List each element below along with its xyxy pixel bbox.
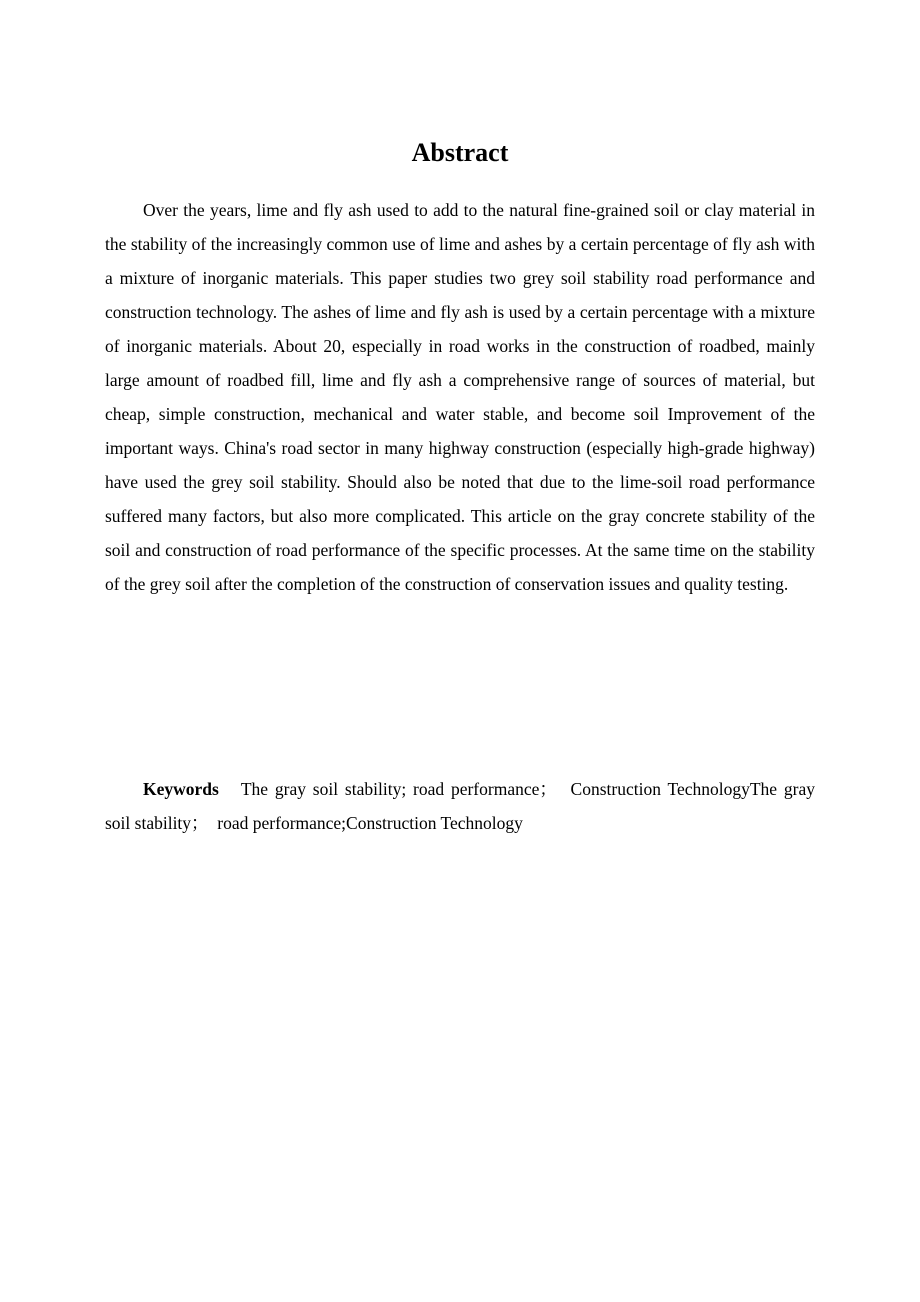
abstract-paragraph: Over the years, lime and fly ash used to add to the natural fine-grained soil or clay material in the stability of the increasingly common use of lime and ashes by a certain percentage of fly ash with a mixture of inorganic materials. This paper studies two grey soil stability road performance and construction technology. The ashes of lime and fly ash is used by a certain percentage with a mixture of inorganic materials. About 20, especially in road works in the construction of roadbed, mainly large amount of roadbed fill, lime and fly ash a comprehensive range of sources of material, but cheap, simple construction, mechanical and water stable, and become soil Improvement of the important ways. China's road sector in many highway construction (especially high-grade highway) have used the grey soil stability. Should also be noted that due to the lime-soil road performance suffered many factors, but also more complicated. This article on the gray concrete stability of the soil and construction of road performance of the specific processes. At the same time on the stability of the grey soil after the completion of the construction of conservation issues and quality testing. [105,200,815,594]
keywords-paragraph [105,772,815,840]
keywords-label: Keywords [143,779,219,799]
page-title: Abstract [411,138,509,167]
keywords-text: The gray soil stability; road performance； Construction TechnologyThe gray soil stability； road performance;Construction Technology [105,779,815,833]
